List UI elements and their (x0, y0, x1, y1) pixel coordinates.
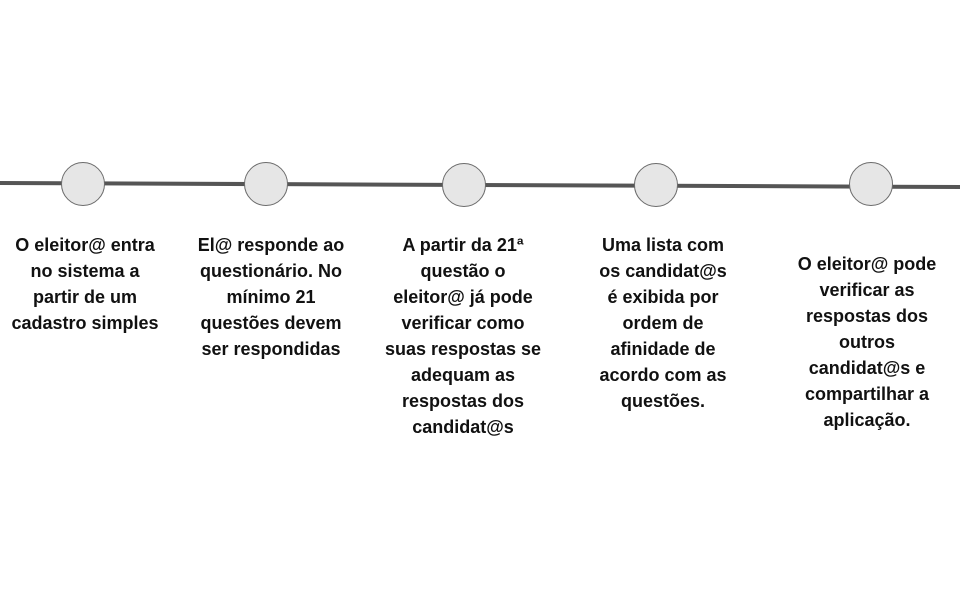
step-1-text: O eleitor@ entra no sistema a partir de um cadastro simples (11, 235, 159, 333)
step-3-text: A partir da 21ª questão o eleitor@ já pode verificar como suas respostas se adequam as respostas dos candidat@s (384, 235, 542, 437)
step-4-text: Uma lista com os candidat@s é exibida por ordem de afinidade de acordo com as questões. (599, 235, 727, 411)
timeline-node-2 (244, 162, 288, 206)
timeline-node-5 (849, 162, 893, 206)
timeline-node-3 (442, 163, 486, 207)
step-5-text: O eleitor@ pode verificar as respostas dos outros candidat@s e compartilhar a aplicação. (797, 254, 937, 430)
timeline-node-4 (634, 163, 678, 207)
timeline-node-1 (61, 162, 105, 206)
step-2-text: El@ responde ao questionário. No mínimo 21 questões devem ser respondidas (197, 235, 345, 359)
